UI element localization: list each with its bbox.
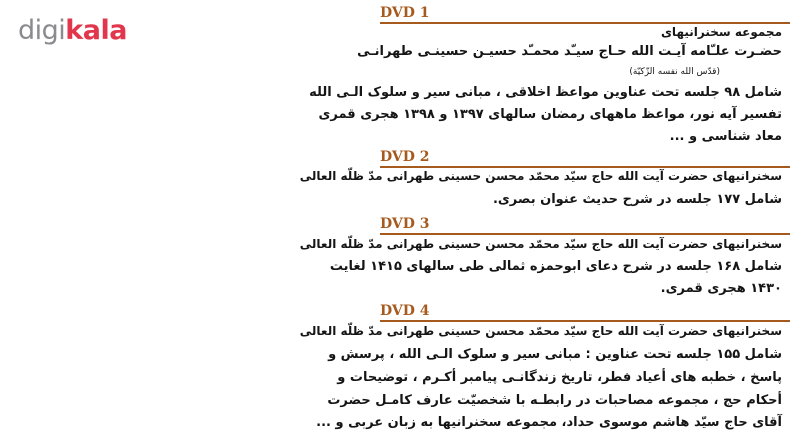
dvd-3-line-3: ۱۴۳۰ هجری قمری. [660,281,782,296]
dvd-contents-document [190,0,790,438]
dvd-3-line-1: سخنرانیهای حضرت آیت الله حاج سیّد محمّد محسن حسینی طهرانی مدّ ظلّه العالی [299,237,782,251]
dvd-4-line-4: أحکام حج ، مجموعه مصاحبات در رابطـه با شخصیّت عارف کامـل حضرت [327,393,782,408]
dvd-4-line-3: پاسخ ، خطبه های أعیاد فطر، تاریخ زندگانـی پیامبر أکـرم ، توضیحات و [337,370,782,385]
brand-logo[interactable] [18,17,127,44]
dvd-1-line-6: معاد شناسی و ... [669,129,782,144]
dvd-3-label: DVD 3 [380,216,430,232]
dvd-4-line-1: سخنرانیهای حضرت آیت الله حاج سیّد محمّد محسن حسینی طهرانی مدّ ظلّه العالی [299,324,782,338]
dvd-2-label: DVD 2 [380,149,430,165]
logo-text-kala: kala [65,15,127,46]
dvd-4-line-5: آقای حاج سیّد هاشم موسوی حداد، مجموعه سخنرانیها به زبان عربی و ... [316,415,782,430]
dvd-4-header [380,300,790,322]
dvd-2-header [380,146,790,168]
dvd-1-label: DVD 1 [380,5,430,21]
logo-text-digi: digi [18,15,66,46]
dvd-2-line-1: سخنرانیهای حضرت آیت الله حاج سیّد محمّد محسن حسینی طهرانی مدّ ظلّه العالی [299,169,782,183]
dvd-3-line-2: شامل ۱۶۸ جلسه در شرح دعای ابوحمزه ثمالی طی سالهای ۱۴۱۵ لغایت [329,259,782,274]
dvd-3-header [380,213,790,235]
dvd-4-line-2: شامل ۱۵۵ جلسه تحت عناوین : مبانی سیر و سلوک الـی الله ، پرسش و [328,347,782,362]
dvd-4-label: DVD 4 [380,303,430,319]
dvd-1-line-4: شامل ۹۸ جلسه تحت عناوین مواعظ اخلاقی ، مبانی سیر و سلوک الـی الله [309,85,782,100]
dvd-2-line-2: شامل ۱۷۷ جلسه در شرح حدیث عنوان بصری. [492,192,782,207]
dvd-1-line-3: (قدّس الله نفسه الزّکیّة) [629,67,720,77]
dvd-1-line-1: مجموعه سخنرانیهای [660,25,782,39]
dvd-1-line-2: حضـرت علـّامه آیـت الله حـاج سیـّد محمـّد حسیـن حسینـی طهرانـی [357,44,782,59]
dvd-1-line-5: تفسیر آیه نور، مواعظ ماههای رمضان سالهای ۱۳۹۷ و ۱۳۹۸ هجری قمری [318,107,782,122]
dvd-1-header [380,2,790,24]
